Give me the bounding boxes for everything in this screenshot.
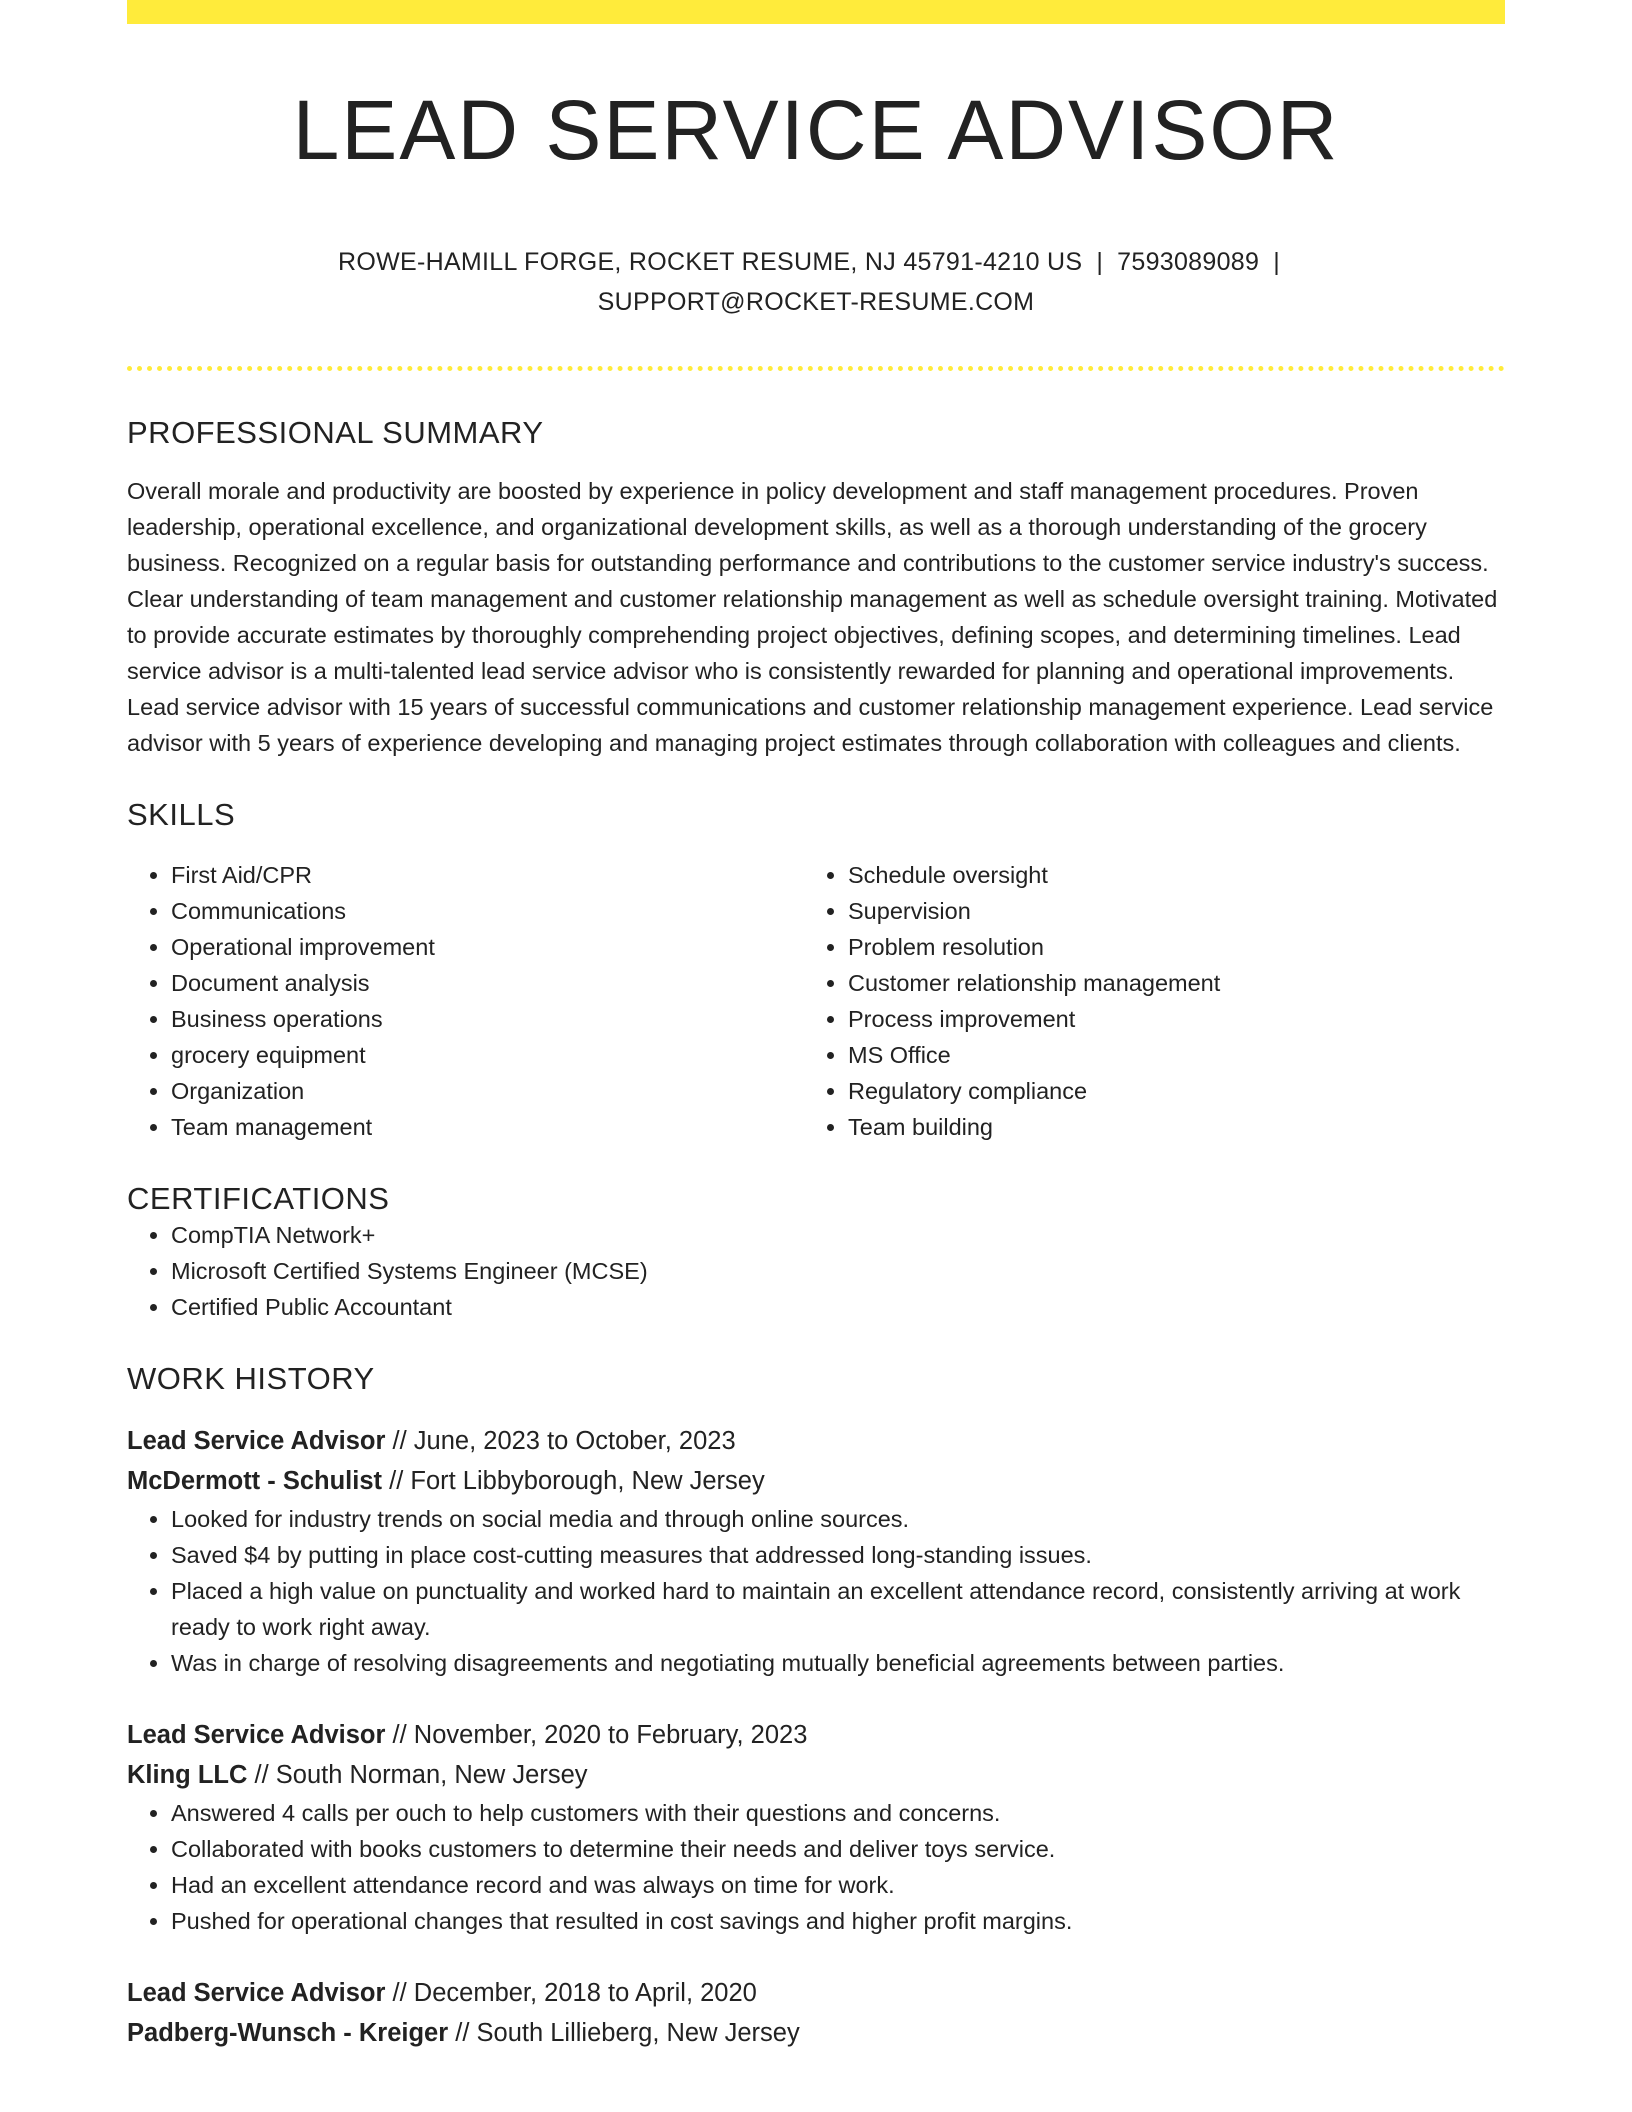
dotted-divider (127, 366, 1505, 371)
job-bullet: • Was in charge of resolving disagreements and negotiating mutually beneficial agreements between parties. (171, 1645, 1505, 1681)
job-dates: November, 2020 to February, 2023 (413, 1721, 808, 1750)
skills-list-left (127, 857, 804, 1145)
resume-title: LEAD SERVICE ADVISOR (292, 83, 1340, 177)
skill-item: • MS Office (848, 1037, 1481, 1073)
certification-item: • Certified Public Accountant (171, 1289, 1505, 1325)
contact-separator: | (1096, 248, 1104, 277)
work-history-heading: WORK HISTORY (127, 1361, 375, 1397)
skills-column-right (804, 857, 1481, 1145)
job-company: Padberg-Wunsch - Kreiger (127, 2019, 449, 2048)
contact-phone: 7593089089 (1117, 248, 1260, 277)
job-role: Lead Service Advisor (127, 1427, 386, 1456)
job-bullet: • Collaborated with books customers to determine their needs and deliver toys service. (171, 1831, 1505, 1867)
job-entry (127, 1973, 1505, 2053)
skills-columns (127, 857, 1505, 1145)
job-location: Fort Libbyborough, New Jersey (410, 1467, 765, 1496)
job-bullets (127, 1501, 1505, 1681)
job-bullets (127, 1795, 1505, 1939)
contact-email: SUPPORT@ROCKET-RESUME.COM (597, 288, 1035, 317)
skill-item: • grocery equipment (171, 1037, 804, 1073)
job-company: McDermott - Schulist (127, 1467, 383, 1496)
summary-text: Overall morale and productivity are boosted by experience in policy development and staff management procedures. Proven leadership, operational excellence, and organizational development skills, as well as a thorough understanding of the grocery business. Recognized on a regular basis for outstanding performance and contributions to the customer service industry's success. Clear understanding of team management and customer relationship management as well as schedule oversight training. Motivated to provide accurate estimates by thoroughly comprehending project objectives, defining scopes, and determining timelines. Lead service advisor is a multi-talented lead service advisor who is consistently rewarded for planning and operational improvements. Lead service advisor with 15 years of successful communications and customer relationship management experience. Lead service advisor with 5 years of experience developing and managing project estimates through collaboration with colleagues and clients. (127, 478, 1498, 757)
contact-address: ROWE-HAMILL FORGE, ROCKET RESUME, NJ 45791-4210 US (338, 248, 1083, 277)
job-separator: // (455, 2019, 470, 2048)
certification-item: • CompTIA Network+ (171, 1217, 1505, 1253)
job-role-line (127, 1715, 1505, 1755)
job-entry (127, 1715, 1505, 1939)
skill-item: • Team management (171, 1109, 804, 1145)
certifications-heading: CERTIFICATIONS (127, 1181, 390, 1217)
skill-item: • Document analysis (171, 965, 804, 1001)
job-entry (127, 1421, 1505, 1681)
job-bullet: • Pushed for operational changes that resulted in cost savings and higher profit margins. (171, 1903, 1505, 1939)
job-bullet: • Had an excellent attendance record and was always on time for work. (171, 1867, 1505, 1903)
job-location: South Norman, New Jersey (275, 1761, 588, 1790)
job-bullet: • Looked for industry trends on social media and through online sources. (171, 1501, 1505, 1537)
job-separator: // (392, 1979, 407, 2008)
skill-item: • Business operations (171, 1001, 804, 1037)
job-company-line (127, 1755, 1505, 1795)
job-bullet: • Saved $4 by putting in place cost-cutting measures that addressed long-standing issues. (171, 1537, 1505, 1573)
job-company: Kling LLC (127, 1761, 248, 1790)
skill-item: • Team building (848, 1109, 1481, 1145)
job-separator: // (254, 1761, 269, 1790)
job-company-line (127, 1461, 1505, 1501)
job-separator: // (389, 1467, 404, 1496)
job-dates: June, 2023 to October, 2023 (413, 1427, 736, 1456)
skill-item: • Regulatory compliance (848, 1073, 1481, 1109)
summary-heading: PROFESSIONAL SUMMARY (127, 415, 544, 451)
job-separator: // (392, 1721, 407, 1750)
job-location: South Lillieberg, New Jersey (476, 2019, 800, 2048)
skill-item: • Customer relationship management (848, 965, 1481, 1001)
job-role-line (127, 1421, 1505, 1461)
skill-item: • Organization (171, 1073, 804, 1109)
skill-item: • Supervision (848, 893, 1481, 929)
skills-heading: SKILLS (127, 797, 236, 833)
certifications-list (127, 1217, 1505, 1325)
certification-item: • Microsoft Certified Systems Engineer (MCSE) (171, 1253, 1505, 1289)
skill-item: • First Aid/CPR (171, 857, 804, 893)
skills-column-left (127, 857, 804, 1145)
job-role: Lead Service Advisor (127, 1979, 386, 2008)
skill-item: • Problem resolution (848, 929, 1481, 965)
job-dates: December, 2018 to April, 2020 (413, 1979, 757, 2008)
resume-page (127, 0, 1505, 2053)
job-bullet: • Answered 4 calls per ouch to help customers with their questions and concerns. (171, 1795, 1505, 1831)
skill-item: • Process improvement (848, 1001, 1481, 1037)
top-accent-bar (127, 0, 1505, 24)
job-role: Lead Service Advisor (127, 1721, 386, 1750)
skill-item: • Operational improvement (171, 929, 804, 965)
skill-item: • Communications (171, 893, 804, 929)
job-separator: // (392, 1427, 407, 1456)
job-company-line (127, 2013, 1505, 2053)
job-role-line (127, 1973, 1505, 2013)
skills-list-right (804, 857, 1481, 1145)
job-bullet: • Placed a high value on punctuality and worked hard to maintain an excellent attendance record, consistently arriving at work ready to work right away. (171, 1573, 1505, 1645)
skill-item: • Schedule oversight (848, 857, 1481, 893)
contact-info (127, 242, 1505, 322)
contact-separator: | (1273, 248, 1280, 277)
